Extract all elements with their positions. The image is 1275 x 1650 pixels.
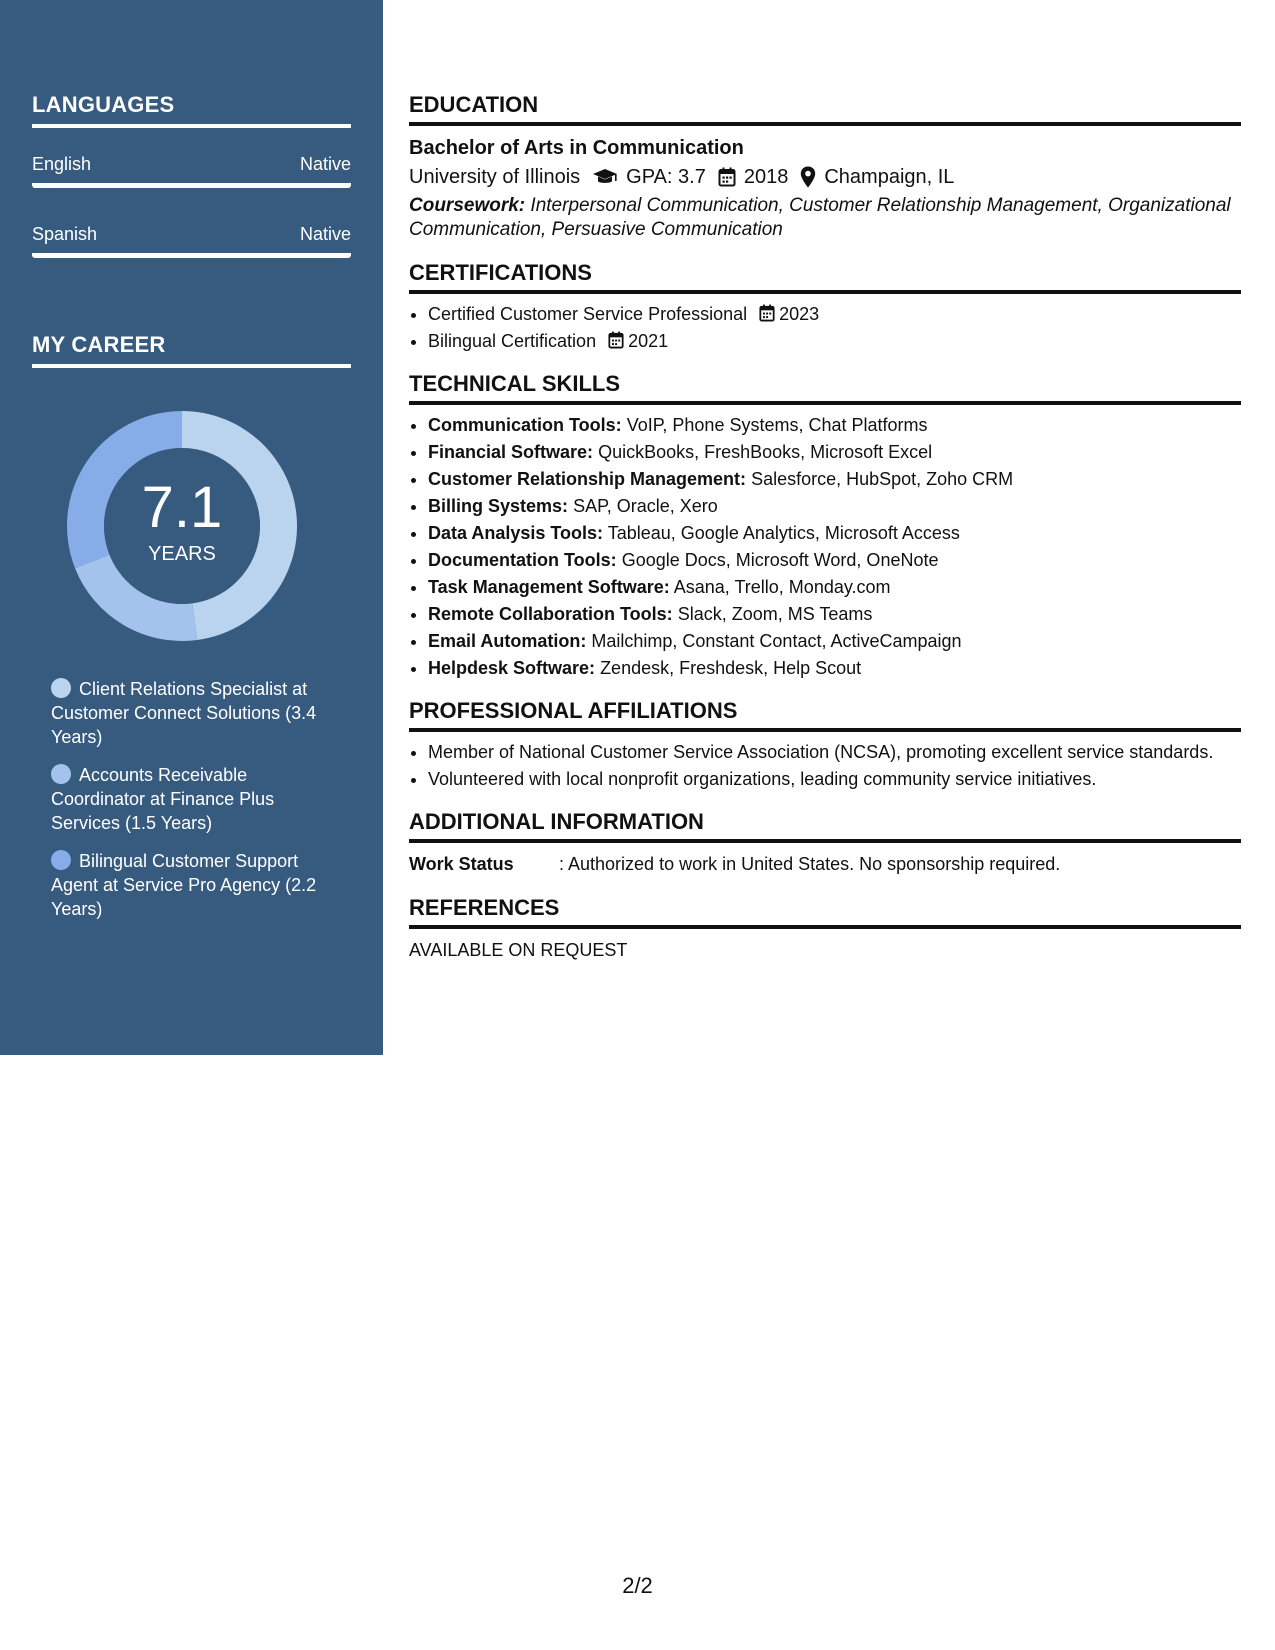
location-pin-icon [800,166,816,188]
skill-label: Documentation Tools: [428,550,617,570]
education-section [409,92,1241,242]
donut-center [67,411,297,641]
education-heading: EDUCATION [409,92,1241,126]
skill-value: Mailchimp, Constant Contact, ActiveCampaign [591,631,962,651]
language-row [32,154,351,188]
additional-heading: ADDITIONAL INFORMATION [409,809,1241,843]
education-location: Champaign, IL [824,166,955,188]
language-name: English [32,154,92,174]
certification-year: 2021 [628,331,669,351]
skill-item [428,656,1241,680]
career-item-text: Bilingual Customer Support Agent at Service Pro Agency (2.2 Years) [51,851,317,919]
certifications-section [409,260,1241,353]
certification-item [428,302,1241,326]
languages-heading: LANGUAGES [32,92,351,128]
school-name: University of Illinois [409,166,581,188]
total-years-value: 7.1 [141,474,223,540]
affiliation-item: • Volunteered with local nonprofit organizations, leading community service initiatives. [428,767,1241,791]
career-dot-icon [51,764,71,784]
references-text: AVAILABLE ON REQUEST [409,940,628,960]
skill-item [428,521,1241,545]
education-meta [409,162,1241,192]
certifications-list [409,302,1241,353]
career-item-text: Client Relations Specialist at Customer Connect Solutions (3.4 Years) [51,679,317,747]
total-years-unit: YEARS [148,542,216,565]
career-dot-icon [51,850,71,870]
career-dot-icon [51,678,71,698]
skill-value: SAP, Oracle, Xero [573,496,718,516]
career-list [51,677,341,921]
additional-section [409,809,1241,877]
skill-value: Tableau, Google Analytics, Microsoft Access [607,523,960,543]
skill-item [428,467,1241,491]
skill-label: Data Analysis Tools: [428,523,604,543]
calendar-icon [718,167,736,187]
skill-value: VoIP, Phone Systems, Chat Platforms [626,415,928,435]
skill-item [428,548,1241,572]
skill-value: QuickBooks, FreshBooks, Microsoft Excel [598,442,933,462]
skills-section [409,371,1241,680]
skill-label: Financial Software: [428,442,594,462]
references-heading: REFERENCES [409,895,1241,929]
skill-item [428,602,1241,626]
calendar-icon [608,331,624,349]
skill-label: Remote Collaboration Tools: [428,604,673,624]
skill-value: Google Docs, Microsoft Word, OneNote [621,550,939,570]
affiliations-heading: PROFESSIONAL AFFILIATIONS [409,698,1241,732]
certification-item [428,329,1241,353]
references-section [409,895,1241,963]
skill-value: Salesforce, HubSpot, Zoho CRM [751,469,1014,489]
career-item [51,763,341,835]
skill-item [428,440,1241,464]
certification-name: Bilingual Certification [428,331,597,351]
skill-label: Helpdesk Software: [428,658,596,678]
affiliation-item: • Member of National Customer Service Association (NCSA), promoting excellent service standards. [428,740,1241,764]
certifications-heading: CERTIFICATIONS [409,260,1241,294]
skill-item [428,413,1241,437]
affiliations-section [409,698,1241,791]
graduation-year: 2018 [743,166,789,188]
skills-heading: TECHNICAL SKILLS [409,371,1241,405]
work-status-row [409,851,1241,877]
skill-label: Email Automation: [428,631,587,651]
language-row [32,224,351,258]
career-item [51,849,341,921]
affiliations-list [409,740,1241,791]
page-number: 2/2 [622,1573,653,1598]
certification-year: 2023 [779,304,820,324]
career-heading: MY CAREER [32,332,351,368]
skills-list [409,413,1241,680]
work-status-value: : Authorized to work in United States. No sponsorship required. [559,854,1061,874]
calendar-icon [759,304,775,322]
degree-title: Bachelor of Arts in Communication [409,137,744,159]
language-level: Native [299,154,351,174]
main-content [409,92,1241,981]
coursework [409,194,1241,242]
career-item [51,677,341,749]
skill-label: Communication Tools: [428,415,622,435]
language-name: Spanish [32,224,98,244]
work-status-label: Work Status [409,854,514,874]
skill-value: Slack, Zoom, MS Teams [677,604,873,624]
skill-label: Customer Relationship Management: [428,469,747,489]
sidebar [0,0,383,1055]
graduation-cap-icon [592,168,618,186]
career-donut-chart [67,411,297,641]
skill-item [428,494,1241,518]
skill-item [428,629,1241,653]
skill-value: Asana, Trello, Monday.com [673,577,891,597]
skill-value: Zendesk, Freshdesk, Help Scout [600,658,862,678]
certification-name: Certified Customer Service Professional [428,304,748,324]
skill-label: Task Management Software: [428,577,670,597]
gpa: GPA: 3.7 [626,166,706,188]
coursework-list: Interpersonal Communication, Customer Relationship Management, Organizational Communication, Persuasive Communication [409,195,1231,240]
career-item-text: Accounts Receivable Coordinator at Finance Plus Services (1.5 Years) [51,765,275,833]
skill-item [428,575,1241,599]
skill-label: Billing Systems: [428,496,569,516]
language-level: Native [299,224,351,244]
coursework-label: Coursework: [409,195,526,216]
